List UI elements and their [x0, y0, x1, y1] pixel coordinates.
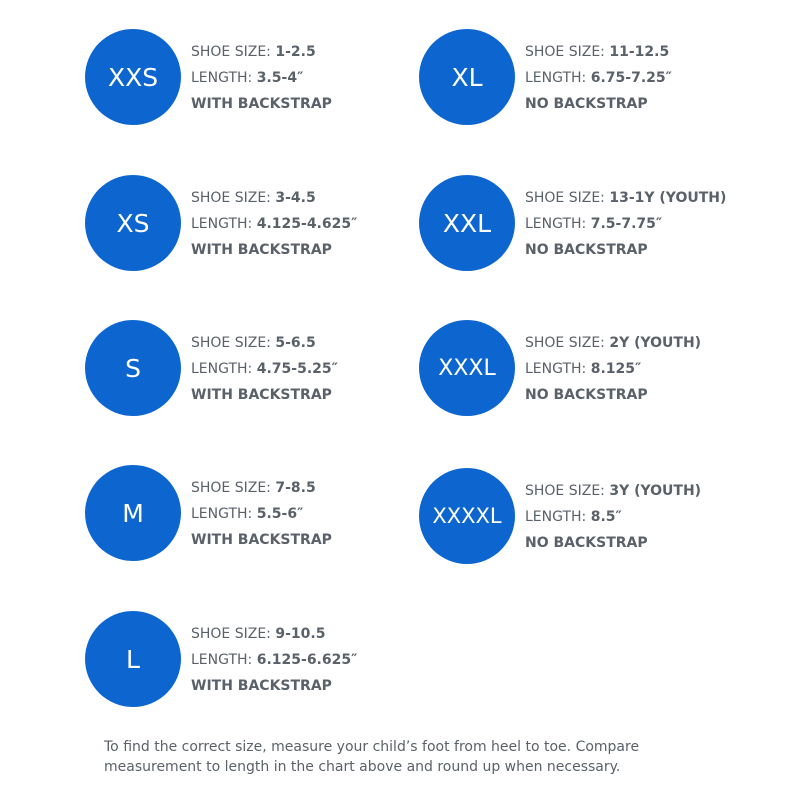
shoe-size-value: 13-1Y (YOUTH) [609, 190, 727, 206]
shoe-size-value: 9-10.5 [275, 626, 326, 642]
length-line [191, 211, 357, 237]
sizing-instructions-line-1: To find the correct size, measure your child’s foot from heel to toe. Compare [104, 739, 640, 755]
size-row-xxl [419, 175, 779, 275]
size-badge: XL [419, 29, 515, 125]
shoe-size-line [191, 39, 332, 65]
length-line [525, 504, 701, 530]
length-value: 8.5″ [590, 509, 622, 525]
size-details [525, 39, 672, 117]
length-value: 8.125″ [590, 361, 642, 377]
size-details [191, 475, 332, 553]
size-badge: XXXXL [419, 468, 515, 564]
shoe-size-label: SHOE SIZE: [191, 44, 271, 60]
size-details [525, 185, 726, 263]
shoe-size-line [191, 475, 332, 501]
size-row-xs [85, 175, 445, 275]
backstrap-note: NO BACKSTRAP [525, 535, 648, 551]
size-badge: S [85, 320, 181, 416]
shoe-size-value: 3Y (YOUTH) [609, 483, 702, 499]
shoe-size-line [525, 185, 726, 211]
backstrap-note: WITH BACKSTRAP [191, 532, 332, 548]
shoe-size-label: SHOE SIZE: [525, 44, 605, 60]
shoe-size-label: SHOE SIZE: [191, 190, 271, 206]
shoe-size-label: SHOE SIZE: [191, 335, 271, 351]
shoe-size-line [525, 478, 701, 504]
shoe-size-line [525, 39, 672, 65]
size-details [191, 185, 357, 263]
shoe-size-value: 3-4.5 [275, 190, 316, 206]
size-details [191, 39, 332, 117]
size-row-m [85, 465, 445, 565]
size-badge: XXL [419, 175, 515, 271]
length-label: LENGTH: [525, 361, 587, 377]
length-line [191, 356, 338, 382]
backstrap-note: WITH BACKSTRAP [191, 96, 332, 112]
length-label: LENGTH: [191, 361, 253, 377]
size-row-xxxxl [419, 468, 779, 568]
shoe-size-line [525, 330, 701, 356]
size-badge: XS [85, 175, 181, 271]
size-details [191, 330, 338, 408]
length-value: 5.5-6″ [256, 506, 304, 522]
backstrap-note: NO BACKSTRAP [525, 387, 648, 403]
shoe-size-label: SHOE SIZE: [525, 483, 605, 499]
length-value: 6.125-6.625″ [256, 652, 358, 668]
length-label: LENGTH: [191, 216, 253, 232]
shoe-size-value: 1-2.5 [275, 44, 316, 60]
shoe-size-label: SHOE SIZE: [191, 626, 271, 642]
length-value: 6.75-7.25″ [590, 70, 672, 86]
shoe-size-line [191, 621, 357, 647]
length-value: 7.5-7.75″ [590, 216, 663, 232]
backstrap-note: NO BACKSTRAP [525, 96, 648, 112]
length-label: LENGTH: [191, 506, 253, 522]
size-row-xxs [85, 29, 445, 129]
backstrap-note: WITH BACKSTRAP [191, 242, 332, 258]
size-row-xxxl [419, 320, 779, 420]
length-label: LENGTH: [525, 70, 587, 86]
shoe-size-line [191, 185, 357, 211]
sizing-instructions-line-2: measurement to length in the chart above and round up when necessary. [104, 759, 621, 775]
length-line [191, 501, 332, 527]
shoe-size-label: SHOE SIZE: [525, 190, 605, 206]
size-badge: XXXL [419, 320, 515, 416]
size-row-xl [419, 29, 779, 129]
length-line [191, 65, 332, 91]
length-label: LENGTH: [191, 652, 253, 668]
shoe-size-value: 7-8.5 [275, 480, 316, 496]
shoe-size-label: SHOE SIZE: [525, 335, 605, 351]
size-badge: L [85, 611, 181, 707]
shoe-size-value: 5-6.5 [275, 335, 316, 351]
backstrap-note: NO BACKSTRAP [525, 242, 648, 258]
length-value: 4.75-5.25″ [256, 361, 338, 377]
shoe-size-label: SHOE SIZE: [191, 480, 271, 496]
size-details [525, 330, 701, 408]
size-badge: XXS [85, 29, 181, 125]
shoe-size-value: 2Y (YOUTH) [609, 335, 702, 351]
length-line [525, 211, 726, 237]
length-label: LENGTH: [525, 216, 587, 232]
size-details [525, 478, 701, 556]
backstrap-note: WITH BACKSTRAP [191, 678, 332, 694]
length-line [191, 647, 357, 673]
length-value: 4.125-4.625″ [256, 216, 358, 232]
shoe-size-value: 11-12.5 [609, 44, 670, 60]
size-details [191, 621, 357, 699]
length-line [525, 356, 701, 382]
shoe-size-line [191, 330, 338, 356]
length-value: 3.5-4″ [256, 70, 304, 86]
sizing-instructions [104, 737, 744, 777]
length-label: LENGTH: [525, 509, 587, 525]
length-line [525, 65, 672, 91]
backstrap-note: WITH BACKSTRAP [191, 387, 332, 403]
size-row-s [85, 320, 445, 420]
size-badge: M [85, 465, 181, 561]
length-label: LENGTH: [191, 70, 253, 86]
size-row-l [85, 611, 445, 711]
